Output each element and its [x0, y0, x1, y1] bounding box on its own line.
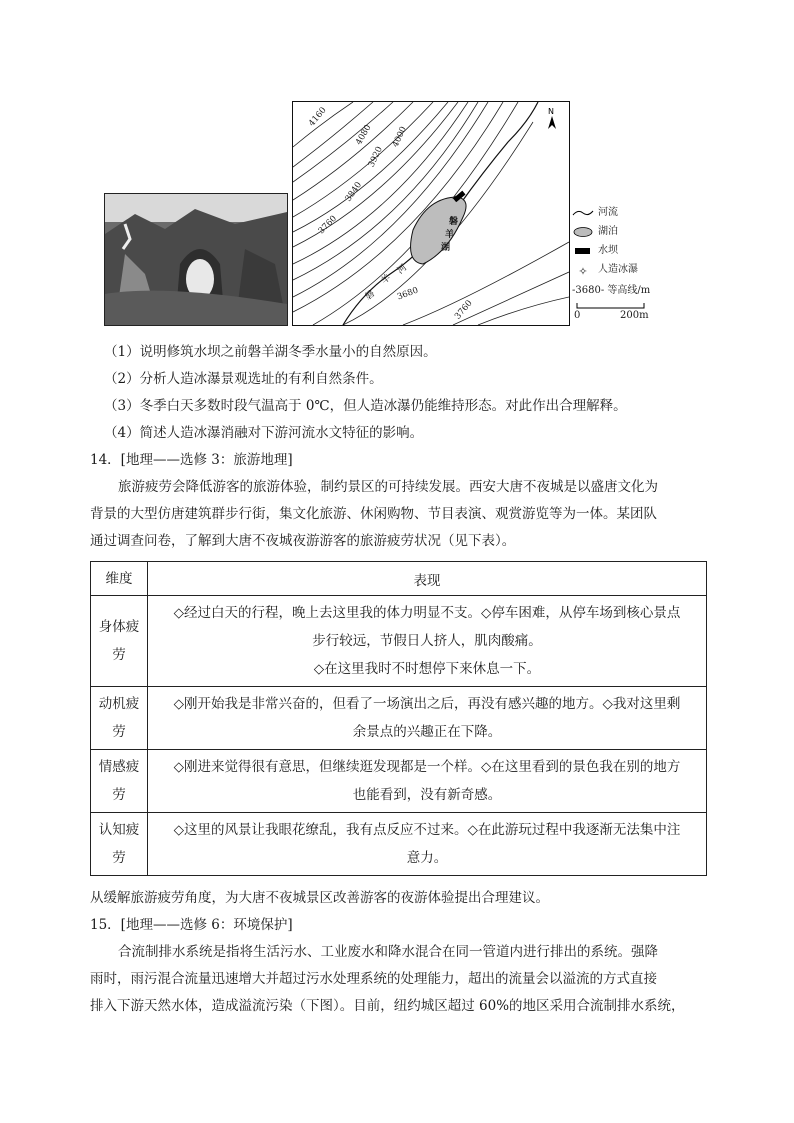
legend-lake: 湖泊 — [572, 224, 618, 240]
table-row — [91, 687, 707, 750]
lake-label: 湖 — [441, 243, 451, 253]
river-label: 羊 — [379, 272, 394, 287]
table-header-dimension: 维度 — [91, 562, 148, 596]
performance-cell: ◇这里的风景让我眼花缭乱，我有点反应不过来。◇在此游玩过程中我逐渐无法集中注 意力。 — [148, 813, 707, 876]
legend-contour: -3680- 等高线/m — [572, 285, 651, 296]
lake-label: 羊 — [445, 230, 455, 240]
question-3: （3）冬季白天多数时段气温高于 0℃，但人造冰瀑仍能维持形态。对此作出合理解释。 — [104, 398, 627, 414]
question-4: （4）简述人造冰瀑消融对下游河流水文特征的影响。 — [104, 425, 424, 441]
contour-label: 4000 — [390, 125, 409, 149]
dimension-cell: 身体疲 劳 — [91, 596, 148, 687]
q14-paragraph-line: 通过调查问卷，了解到大唐不夜城夜游游客的旅游疲劳状况（见下表）。 — [90, 533, 516, 549]
contour-label: 3760 — [453, 298, 475, 322]
performance-cell: ◇刚进来觉得很有意思，但继续逛发现都是一个样。◇在这里看到的景色我在别的地方 也能看到，没有新奇感。 — [148, 750, 707, 813]
legend-icefall: ✧ 人造冰瀑 — [572, 262, 638, 278]
lake-label: 磐 — [449, 217, 459, 227]
table-header-row — [91, 562, 707, 596]
fatigue-table — [90, 561, 707, 876]
contour-map-svg — [293, 102, 569, 325]
q14-paragraph-line: 旅游疲劳会降低游客的旅游体验，制约景区的可持续发展。西安大唐不夜城是以盛唐文化为 — [118, 479, 658, 495]
question-2: （2）分析人造冰瀑景观选址的有利自然条件。 — [104, 371, 383, 387]
legend-river: 河流 — [572, 205, 618, 221]
q14-ask: 从缓解旅游疲劳角度，为大唐不夜城景区改善游客的夜游体验提出合理建议。 — [90, 890, 549, 906]
contour-label: 3680 — [395, 285, 420, 303]
contour-label: 3760 — [316, 213, 340, 237]
svg-text:✧: ✧ — [451, 194, 460, 205]
contour-label: 4160 — [307, 105, 329, 129]
q14-paragraph-line: 背景的大型仿唐建筑群步行街，集文化旅游、休闲购物、节目表演、观赏游览等为一体。某团队 — [90, 506, 657, 522]
svg-text:N: N — [548, 107, 554, 116]
dimension-cell: 动机疲 劳 — [91, 687, 148, 750]
river-label: 河 — [395, 262, 410, 277]
q15-paragraph-line: 雨时，雨污混合流量迅速增大并超过污水处理系统的处理能力，超出的流量会以溢流的方式直接 — [90, 971, 657, 987]
table-header-performance: 表现 — [148, 562, 707, 596]
table-row — [91, 596, 707, 687]
q15-paragraph-line: 排入下游天然水体，造成溢流污染（下图）。目前，纽约城区超过 60%的地区采用合流制排水系统， — [90, 998, 685, 1014]
icefall-symbol-icon: ✧ — [578, 264, 588, 278]
table-row — [91, 750, 707, 813]
dimension-cell: 情感疲 劳 — [91, 750, 148, 813]
legend-dam: 水坝 — [572, 243, 618, 259]
legend-scale: 0 200m — [572, 302, 652, 318]
river-symbol-icon — [572, 207, 594, 219]
q14-heading: 14．[地理——选修 3：旅游地理] — [90, 452, 293, 468]
map-legend — [572, 205, 682, 325]
dimension-cell: 认知疲 劳 — [91, 813, 148, 876]
contour-label: 3840 — [343, 180, 365, 204]
performance-cell: ◇刚开始我是非常兴奋的，但看了一场演出之后，再没有感兴趣的地方。◇我对这里剩 余景点的兴趣正在下降。 — [148, 687, 707, 750]
performance-cell: ◇经过白天的行程，晚上去这里我的体力明显不支。◇停车困难，从停车场到核心景点 步行较远，节假日人挤人，肌肉酸痛。 ◇在这里我时不时想停下来休息一下。 — [148, 596, 707, 687]
topographic-map — [292, 101, 570, 326]
contour-label: 4080 — [354, 123, 374, 147]
q15-paragraph-line: 合流制排水系统是指将生活污水、工业废水和降水混合在同一管道内进行排出的系统。强降 — [118, 944, 658, 960]
lake-symbol-icon — [572, 226, 594, 238]
q15-heading: 15．[地理——选修 6：环境保护] — [90, 917, 293, 933]
table-row — [91, 813, 707, 876]
icefall-photo — [104, 193, 288, 326]
river-label: 磐 — [363, 288, 378, 303]
dam-symbol-icon — [572, 245, 594, 257]
question-1: （1）说明修筑水坝之前磐羊湖冬季水量小的自然原因。 — [104, 344, 437, 360]
contour-label: 3920 — [366, 145, 385, 169]
